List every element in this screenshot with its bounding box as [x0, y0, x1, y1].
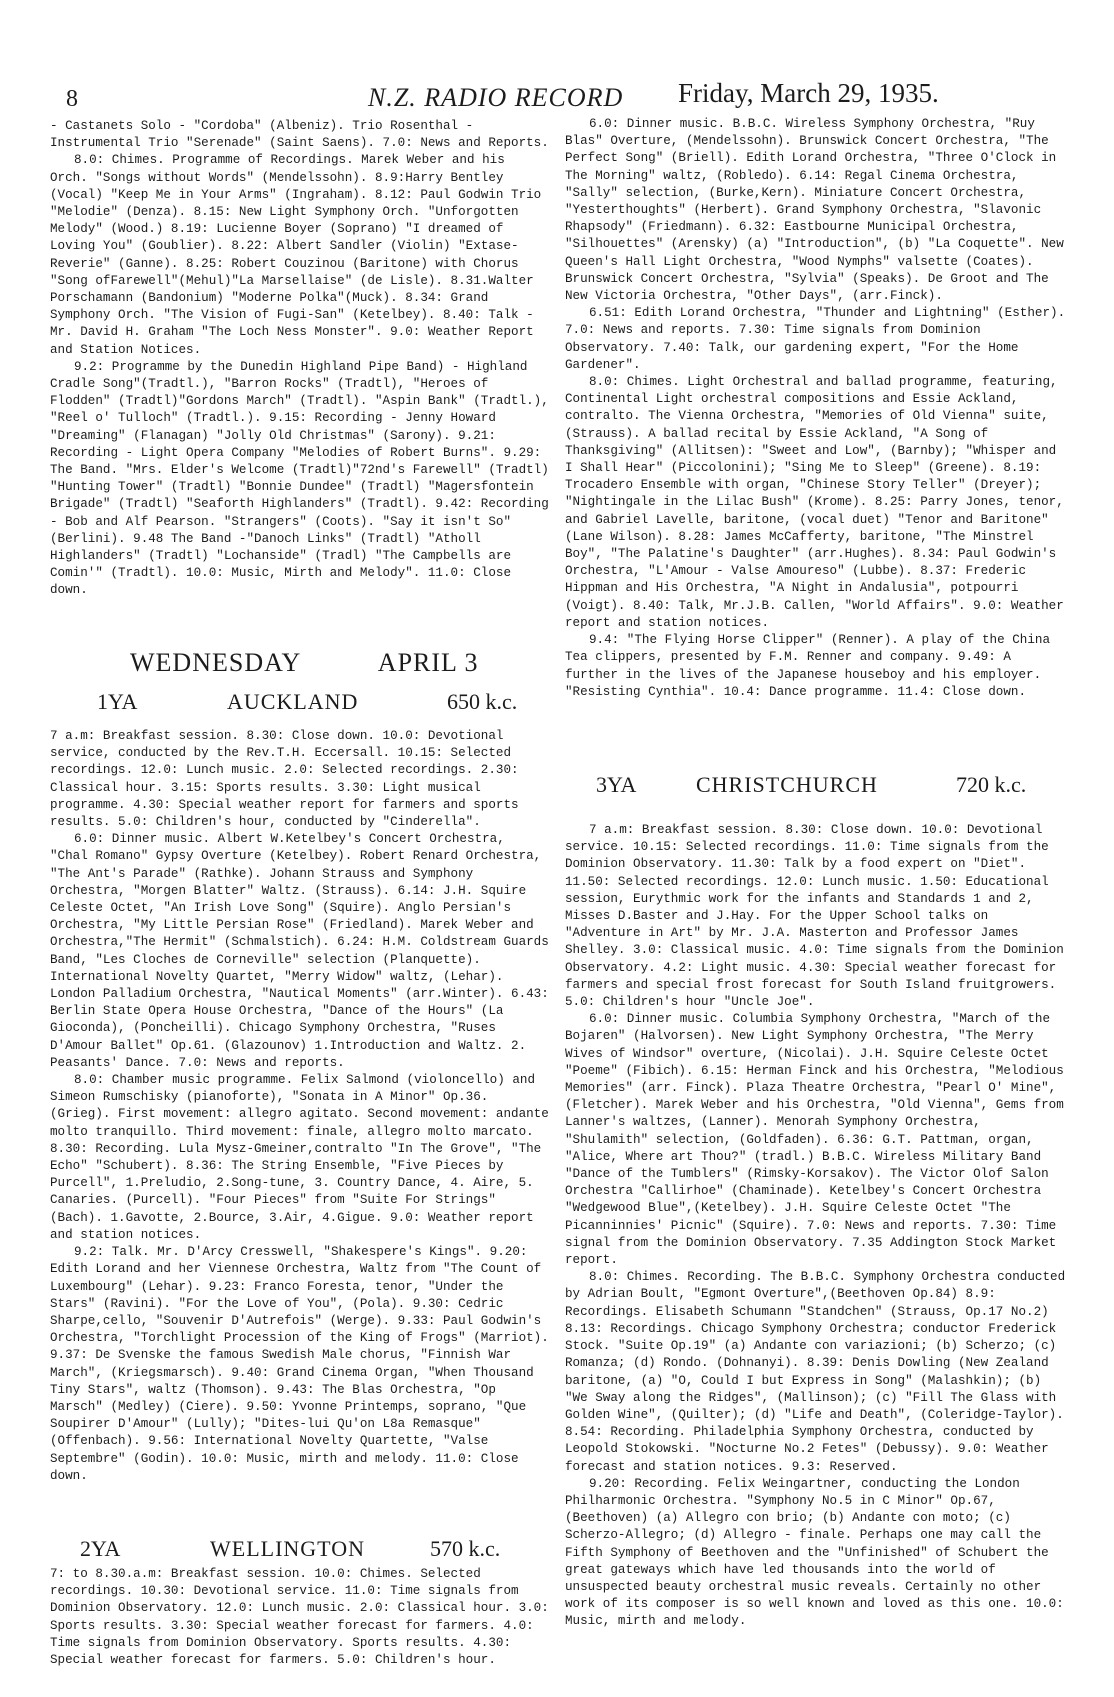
day-heading	[130, 648, 478, 678]
wellington-continued-listings	[565, 116, 1070, 701]
listing-paragraph: 6.0: Dinner music. Albert W.Ketelbey's Concert Orchestra, "Chal Romano" Gypsy Overture (Ketelbey). Robert Renard Orchestra, "The Ant's Parade" (Rathke). Johann Strauss and Symphony Orchestra, "Morgen Blatter" Waltz. (Strauss). 6.14: J.H. Squire Celeste Octet, "An Irish Love Song" (Squire). Anglo Persian's Orchestra, "My Little Persian Rose" (Friedland). Marek Weber and Orchestra,"The Hermit" (Schmalstich). 6.24: H.M. Coldstream Guards Band, "Les Cloches de Corneville" selection (Planquette). International Novelty Quartet, "Merry Widow" waltz, (Lehar). London Palladium Orchestra, "Nautical Moments" (arr.Winter). 6.43: Berlin State Opera House Orchestra, "Dance of the Hours" (La Gioconda), (Poncheilli). Chicago Symphony Orchestra, "Ruses D'Amour Ballet" Op.61. (Glazounov) 1.Introduction and Waltz. 2. Peasants' Dance. 7.0: News and reports.	[50, 832, 549, 1070]
station-frequency: 570 k.c.	[430, 1536, 501, 1561]
listing-paragraph: 8.0: Chamber music programme. Felix Salmond (violoncello) and Simeon Rumschisky (pianoforte), "Sonata in A Minor" Op.36. (Grieg). First movement: allegro agitato. Second movement: andante molto tranquillo. Third movement: finale, allegro molto marcato. 8.30: Recording. Lula Mysz-Gmeiner,contralto "In The Grove", "The Echo" "Schubert). 8.36: The String Ensemble, "Five Pieces by Purcell", 1.Preludio, 2.Song-tune, 3. Country Dance, 4. Aire, 5. Canaries. (Purcell). "Four Pieces" from "Suite For Strings" (Bach). 1.Gavotte, 2.Bource, 3.Air, 4.Gigue. 9.0: Weather report and station notices.	[50, 1073, 549, 1242]
wellington-listings	[50, 1566, 550, 1669]
station-frequency: 650 k.c.	[447, 689, 518, 714]
listing-paragraph: 8.0: Chimes. Recording. The B.B.C. Symphony Orchestra conducted by Adrian Boult, "Egmont Overture",(Beethoven Op.84) 8.9: Recordings. Elisabeth Schumann "Standchen" (Strauss, Op.17 No.2) 8.13: Recordings. Chicago Symphony Orchestra; conductor Frederick Stock. "Suite Op.19" (a) Andante con variazioni; (b) Scherzo; (c) Romanza; (d) Rondo. (Dohnanyi). 8.39: Denis Dowling (New Zealand baritone, (a) "O, Could I but Express in Song" (Malashkin); (b) "We Sway along the Ridges", (Mallinson); (c) "Fill The Glass with Golden Wine", (Quilter); (d) "Life and Death", (Coleridge-Taylor). 8.54: Recording. Philadelphia Symphony Orchestra, conducted by Leopold Stokowski. "Nocturne No.2 Fetes" (Debussy). 9.0: Weather forecast and station notices. 9.3: Reserved.	[565, 1270, 1066, 1474]
station-heading-1ya	[97, 689, 557, 715]
listing-paragraph: 7: to 8.30.a.m: Breakfast session. 10.0: Chimes. Selected recordings. 10.30: Devotional service. 11.0: Time signals from Dominion Observatory. 12.0: Lunch music. 2.0: Classical hour. 3.0: Sports results. 3.30: Special weather forecast for farmers. 4.0: Time signals from Dominion Observatory. Sports results. 4.30: Special weather forecast for farmers. 5.0: Children's hour.	[50, 1567, 549, 1668]
day-name: WEDNESDAY	[130, 648, 301, 677]
listing-paragraph: 6.0: Dinner music. Columbia Symphony Orchestra, "March of the Bojaren" (Halvorsen). New Light Symphony Orchestra, "The Merry Wives of Windsor" overture, (Nicolai). J.H. Squire Celeste Octet "Poeme" (Fibich). 6.15: Herman Finck and his Orchestra, "Melodious Memories" (arr. Finck). Plaza Theatre Orchestra, "Pearl O' Mine",(Fletcher). Marek Weber and his Orchestra, "Old Vienna", Gems from Lanner's waltzes, (Lanner). Menorah Symphony Orchestra, "Shulamith" selection, (Goldfaden). 6.36: G.T. Pattman, organ, "Alice, Where art Thou?" (tradl.) B.B.C. Wireless Military Band "Dance of the Tumblers" (Rimsky-Korsakov). The Victor Olof Salon Orchestra "Callirhoe" (Chaminade). Ketelbey's Concert Orchestra "Wedgewood Blue",(Ketelbey). J.H. Squire Celeste Octet "The Picanninnies' Picnic" (Squire). 7.0: News and reports. 7.30: Time signal from the Dominion Observatory. 7.35 Addington Stock Market report.	[565, 1012, 1064, 1268]
christchurch-listings	[565, 822, 1070, 1631]
auckland-listings	[50, 728, 550, 1485]
station-call: 2YA	[80, 1536, 121, 1561]
listing-paragraph: - Castanets Solo - "Cordoba" (Albeniz). Trio Rosenthal - Instrumental Trio "Serenade" (Saint Saens). 7.0: News and Reports.	[50, 119, 549, 151]
station-frequency: 720 k.c.	[956, 772, 1027, 797]
left-carryover-listings	[50, 118, 550, 600]
station-call: 3YA	[596, 772, 637, 797]
masthead-title: N.Z. RADIO RECORD	[368, 83, 624, 112]
station-heading-3ya	[596, 772, 1076, 798]
day-date: APRIL 3	[377, 648, 479, 677]
station-heading-2ya	[80, 1536, 550, 1562]
station-city: AUCKLAND	[227, 689, 359, 714]
issue-date: Friday, March 29, 1935.	[678, 78, 939, 108]
listing-paragraph: 9.20: Recording. Felix Weingartner, conducting the London Philharmonic Orchestra. "Symphony No.5 in C Minor" Op.67, (Beethoven) (a) Allegro con brio; (b) Andante con moto; (c) Scherzo-Allegro; (d) Allegro - finale. Perhaps one may call the Fifth Symphony of Beethoven and the "Unfinished" of Schubert the great gateways which have led thousands into the world of unsuspected beauty orchestral music reveals. Certainly no other work of its composer is so well known and loved as this one. 10.0: Music, mirth and melody.	[565, 1476, 1064, 1629]
listing-paragraph: 9.2: Talk. Mr. D'Arcy Cresswell, "Shakespere's Kings". 9.20: Edith Lorand and her Viennese Orchestra, Waltz from "The Count of Luxembourg" (Lehar). 9.23: Franco Foresta, tenor, "Under the Stars" (Ravini). "For the Love of You", (Pola). 9.30: Cedric Sharpe,cello, "Souvenir D'Autrefois" (Werge). 9.33: Paul Godwin's Orchestra, "Torchlight Procession of the King of Frogs" (Marriot). 9.37: De Svenske the famous Swedish Male chorus, "Finnish War March", (Kriegsmarsch). 9.40: Grand Cinema Organ, "When Thousand Tiny Stars", waltz (Thomson). 9.43: The Blas Orchestra, "Op Marsch" (Medley) (Ciere). 9.50: Yvonne Printemps, soprano, "Que Soupirer D'Amour" (Lully); "Dites-lui Qu'on L8a Remasque" (Offenbach). 9.56: International Novelty Quartette, "Valse Septembre" (Godin). 10.0: Music, mirth and melody. 11.0: Close down.	[50, 1245, 549, 1483]
listing-paragraph: 9.2: Programme by the Dunedin Highland Pipe Band) - Highland Cradle Song"(Tradtl.), "Barron Rocks" (Tradtl), "Heroes of Flodden" (Tradtl)"Gordons March" (Tradtl). "Aspin Bank" (Tradtl.), "Reel o' Tulloch" (Tradtl.). 9.15: Recording - Jenny Howard "Dreaming" (Flanagan) "Jolly Old Christmas" (Sarony). 9.21: Recording - Light Opera Company "Melodies of Robert Burns". 9.29: The Band. "Mrs. Elder's Welcome (Tradtl)"72nd's Farewell" (Tradtl) "Hunting Tower" (Tradtl) "Bonnie Dundee" (Tradtl) "Magersfontein Brigade" (Tradtl) "Seaforth Highlanders" (Tradtl). 9.42: Recording - Bob and Alf Pearson. "Strangers" (Coots). "Say it isn't So" (Berlini). 9.48 The Band -"Danoch Links" (Tradtl) "Atholl Highlanders" (Tradtl) "Lochanside" (Tradl) "The Campbells are Comin'" (Tradtl). 10.0: Music, Mirth and Melody". 11.0: Close down.	[50, 359, 549, 598]
listing-paragraph: 7 a.m: Breakfast session. 8.30: Close down. 10.0: Devotional service, conducted by the Rev.T.H. Eccersall. 10.15: Selected recordings. 12.0: Lunch music. 2.0: Selected recordings. 2.30: Classical hour. 3.15: Sports results. 3.30: Light musical programme. 4.30: Special weather report for farmers and sports results. 5.0: Children's hour, conducted by "Cinderella".	[50, 729, 519, 830]
station-city: CHRISTCHURCH	[696, 772, 878, 797]
listing-paragraph: 9.4: "The Flying Horse Clipper" (Renner). A play of the China Tea clippers, presented by F.M. Renner and company. 9.49: A further in the lives of the Japanese houseboy and his employer. "Resisting Cynthia". 10.4: Dance programme. 11.4: Close down.	[565, 633, 1051, 699]
listing-paragraph: 6.51: Edith Lorand Orchestra, "Thunder and Lightning" (Esther). 7.0: News and reports. 7.30: Time signals from Dominion Observatory. 7.40: Talk, our gardening expert, "For the Home Gardener".	[565, 306, 1066, 372]
page-number: 8	[66, 86, 78, 112]
listing-paragraph: 6.0: Dinner music. B.B.C. Wireless Symphony Orchestra, "Ruy Blas" Overture, (Mendelssohn). Brunswick Concert Orchestra, "The Perfect Song" (Briell). Edith Lorand Orchestra, "Three O'Clock in The Morning" waltz, (Robledo). 6.14: Regal Cinema Orchestra, "Sally" selection, (Burke,Kern). Miniature Concert Orchestra, "Yesterthoughts" (Herbert). Grand Symphony Orchestra, "Slavonic Rhapsody" (Friedmann). 6.32: Eastbourne Municipal Orchestra, "Silhouettes" (Arensky) (a) "Introduction", (b) "La Coquette". New Queen's Hall Light Orchestra, "Wood Nymphs" valsette (Coates). Brunswick Concert Orchestra, "Sylvia" (Speaks). De Groot and The New Victoria Orchestra, "Other Days", (arr.Finck).	[565, 117, 1064, 304]
station-city: WELLINGTON	[210, 1536, 365, 1561]
listing-paragraph: 8.0: Chimes. Programme of Recordings. Marek Weber and his Orch. "Songs without Words" (Mendelssohn). 8.9:Harry Bentley (Vocal) "Keep Me in Your Arms" (Ingraham). 8.12: Paul Godwin Trio "Melodie" (Denza). 8.15: New Light Symphony Orch. "Unforgotten Melody" (Wood.) 8.19: Lucienne Boyer (Soprano) "I dreamed of Loving You" (Goublier). 8.22: Albert Sandler (Violin) "Extase- Reverie" (Ganne). 8.25: Robert Couzinou (Baritone) with Chorus "Song ofFarewell"(Mehul)"La Marsellaise" (de Lisle). 8.31.Walter Porschamann (Bandonium) "Moderne Polka"(Muck). 8.34: Grand Symphony Orch. "The Vision of Fugi-San" (Ketelbey). 8.40: Talk - Mr. David H. Graham "The Loch Ness Monster". 9.0: Weather Report and Station Notices.	[50, 153, 542, 357]
listing-paragraph: 7 a.m: Breakfast session. 8.30: Close down. 10.0: Devotional service. 10.15: Selected recordings. 11.0: Time signals from the Dominion Observatory. 11.30: Talk by a food expert on "Diet". 11.50: Selected recordings. 12.0: Lunch music. 1.50: Educational session, Eurythmic work for the infants and Standards 1 and 2, Misses D.Baster and J.Hay. For the Upper School talks on "Adventure in Art" by Mr. J.A. Masterton and Professor James Shelley. 3.0: Classical music. 4.0: Time signals from the Dominion Observatory. 4.2: Light music. 4.30: Special weather forecast for farmers and special frost forecast for South Island fruitgrowers. 5.0: Children's hour "Uncle Joe".	[565, 823, 1064, 1010]
station-call: 1YA	[97, 689, 138, 714]
masthead	[368, 83, 623, 113]
listing-paragraph: 8.0: Chimes. Light Orchestral and ballad programme, featuring, Continental Light orchestral compositions and Essie Ackland, contralto. The Vienna Orchestra, "Memories of Old Vienna" suite, (Strauss). A ballad recital by Essie Ackland, "A Song of Thanksgiving" (Allitsen): "Sweet and Low", (Barnby); "Whisper and I Shall Hear" (Piccolonini); "Sing Me to Sleep" (Greene). 8.19: Trocadero Ensemble with organ, "Chinese Story Teller" (Dreyer); "Nightingale in the Lilac Bush" (Krome). 8.25: Parry Jones, tenor, and Gabriel Lavelle, baritone, (vocal duet) "Tenor and Baritone" (Lane Wilson). 8.28: James McCafferty, baritone, "The Minstrel Boy", "The Palatine's Daughter" (arr.Hughes). 8.34: Paul Godwin's Orchestra, "L'Amour - Valse Amoureso" (Lubbe). 8.37: Frederic Hippman and His Orchestra, "A Night in Andalusia", potpourri (Voigt). 8.40: Talk, Mr.J.B. Callen, "World Affairs". 9.0: Weather report and station notices.	[565, 375, 1064, 630]
